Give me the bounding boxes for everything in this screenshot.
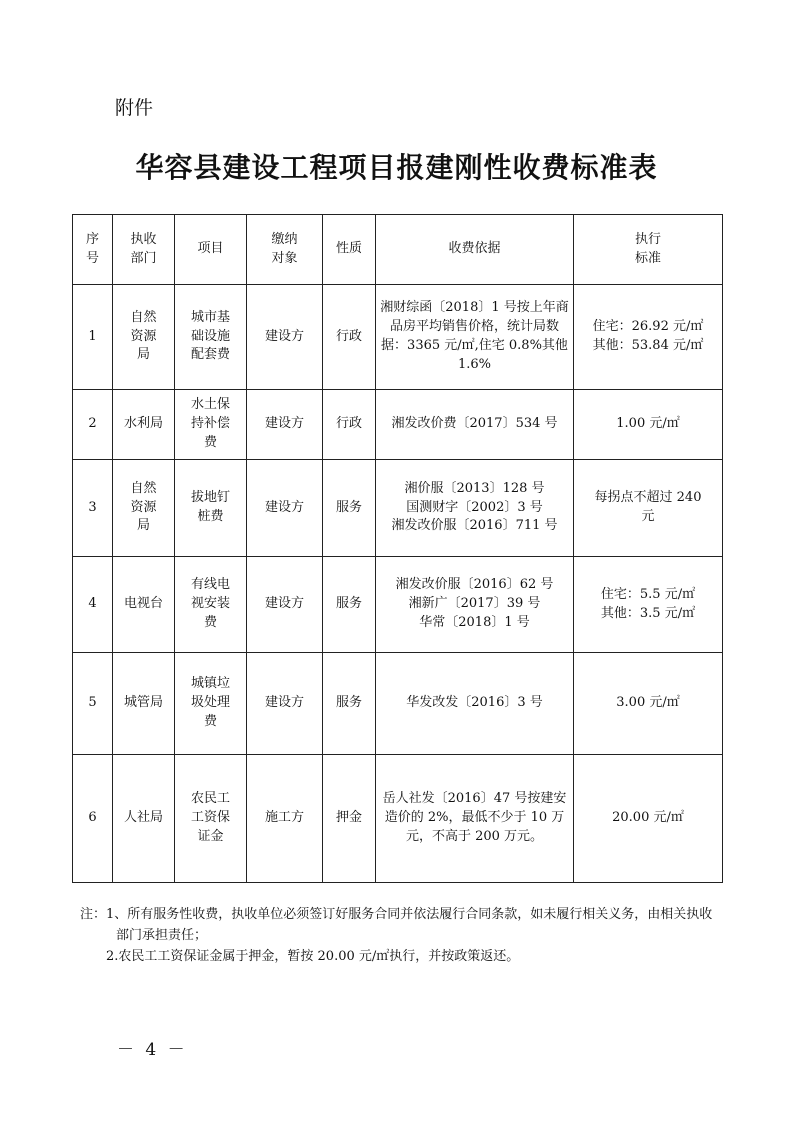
header-dept: 执收部门 [113, 215, 175, 285]
cell-payer: 建设方 [247, 653, 323, 755]
note-2: 2.农民工工资保证金属于押金，暂按 20.00 元/㎡执行，并按政策返还。 [106, 948, 520, 964]
cell-item: 城市基础设施配套费 [175, 285, 247, 390]
table-row [73, 285, 723, 390]
cell-dept: 城管局 [113, 653, 175, 755]
header-item: 项目 [175, 215, 247, 285]
cell-dept: 电视台 [113, 557, 175, 653]
cell-item: 拔地钉桩费 [175, 460, 247, 557]
cell-basis: 湘价服〔2013〕128 号 国测财字〔2002〕3 号 湘发改价服〔2016〕711 号 [376, 460, 574, 557]
note-1: 注：1、所有服务性收费，执收单位必须签订好服务合同并依法履行合同条款，如未履行相关义务，由相关执收部门承担责任； [80, 907, 713, 943]
cell-no: 3 [73, 460, 113, 557]
cell-nature: 行政 [323, 285, 376, 390]
cell-basis: 湘财综函〔2018〕1 号按上年商品房平均销售价格，统计局数据：3365 元/㎡,住宅 0.8%其他 1.6% [376, 285, 574, 390]
cell-basis: 湘发改价费〔2017〕534 号 [376, 390, 574, 460]
table-row [73, 390, 723, 460]
fee-standard-table [72, 214, 723, 883]
page-number: － 4 － [117, 1040, 188, 1060]
table-row [73, 557, 723, 653]
cell-dept: 水利局 [113, 390, 175, 460]
cell-payer: 建设方 [247, 557, 323, 653]
header-basis: 收费依据 [376, 215, 574, 285]
cell-dept: 自然资源局 [113, 285, 175, 390]
header-payer: 缴纳对象 [247, 215, 323, 285]
cell-item: 有线电视安装费 [175, 557, 247, 653]
cell-standard: 3.00 元/㎡ [574, 653, 723, 755]
cell-item: 水土保持补偿费 [175, 390, 247, 460]
cell-standard: 住宅：26.92 元/㎡ 其他：53.84 元/㎡ [574, 285, 723, 390]
cell-basis: 湘发改价服〔2016〕62 号 湘新广〔2017〕39 号 华常〔2018〕1 号 [376, 557, 574, 653]
header-no: 序号 [73, 215, 113, 285]
header-nature: 性质 [323, 215, 376, 285]
cell-no: 1 [73, 285, 113, 390]
cell-payer: 建设方 [247, 460, 323, 557]
cell-standard: 每拐点不超过 240 元 [574, 460, 723, 557]
cell-payer: 建设方 [247, 285, 323, 390]
cell-dept: 自然资源局 [113, 460, 175, 557]
cell-payer: 施工方 [247, 755, 323, 883]
cell-nature: 服务 [323, 460, 376, 557]
cell-no: 2 [73, 390, 113, 460]
cell-nature: 押金 [323, 755, 376, 883]
cell-payer: 建设方 [247, 390, 323, 460]
cell-nature: 服务 [323, 653, 376, 755]
cell-dept: 人社局 [113, 755, 175, 883]
cell-standard: 1.00 元/㎡ [574, 390, 723, 460]
table-header-row [73, 215, 723, 285]
cell-no: 6 [73, 755, 113, 883]
notes-section [80, 905, 720, 967]
cell-item: 城镇垃圾处理费 [175, 653, 247, 755]
cell-nature: 行政 [323, 390, 376, 460]
cell-item: 农民工工资保证金 [175, 755, 247, 883]
cell-no: 5 [73, 653, 113, 755]
table-row [73, 460, 723, 557]
cell-standard: 20.00 元/㎡ [574, 755, 723, 883]
table-row [73, 755, 723, 883]
cell-no: 4 [73, 557, 113, 653]
cell-basis: 岳人社发〔2016〕47 号按建安造价的 2%，最低不少于 10 万元，不高于 200 万元。 [376, 755, 574, 883]
cell-nature: 服务 [323, 557, 376, 653]
header-standard: 执行标准 [574, 215, 723, 285]
document-title: 华容县建设工程项目报建刚性收费标准表 [135, 151, 658, 184]
table-row [73, 653, 723, 755]
cell-standard: 住宅：5.5 元/㎡ 其他：3.5 元/㎡ [574, 557, 723, 653]
cell-basis: 华发改发〔2016〕3 号 [376, 653, 574, 755]
attachment-label: 附件 [115, 97, 154, 119]
